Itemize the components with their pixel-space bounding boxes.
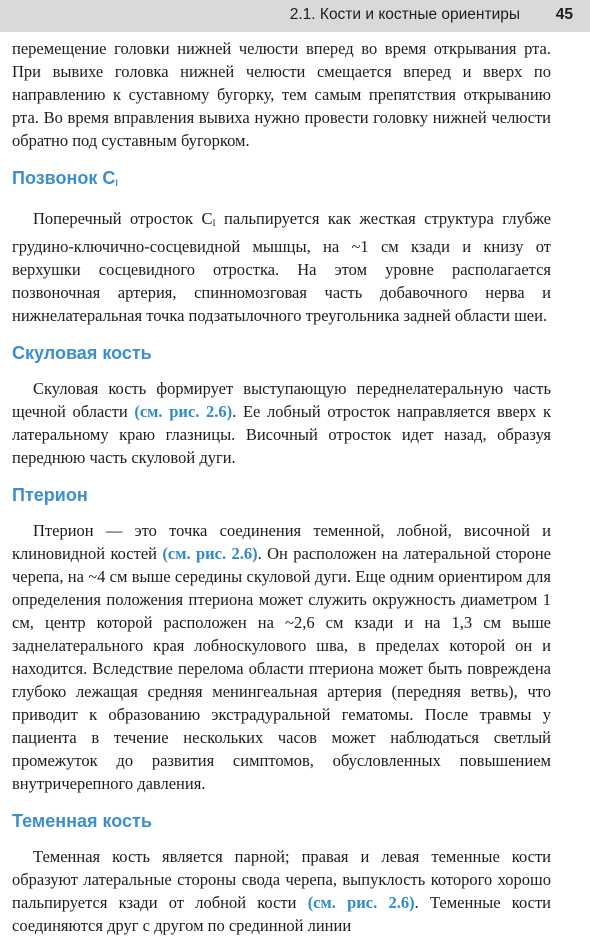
- heading-c1-text: Позвонок C: [12, 168, 116, 188]
- parietal-text-2: . Теменные кости соединяются друг с другом по срединной линии: [12, 893, 551, 935]
- page-number: 45: [555, 6, 573, 23]
- figure-reference-link[interactable]: (см. рис. 2.6): [162, 544, 258, 563]
- heading-c1-subscript: I: [115, 178, 118, 188]
- parietal-paragraph: [12, 845, 551, 937]
- figure-reference-link[interactable]: (см. рис. 2.6): [307, 893, 415, 912]
- pterion-paragraph: [12, 519, 551, 795]
- pterion-text-1: Птерион — это точка соединения теменной, лобной, височной и клиновидной костей: [12, 521, 551, 563]
- c1-subscript: I: [212, 218, 216, 228]
- heading-zygomatic-bone: Скуловая кость: [12, 343, 152, 363]
- figure-reference-link[interactable]: (см. рис. 2.6): [134, 402, 233, 421]
- pterion-text-2: . Он расположен на латеральной стороне черепа, на ~4 см выше середины скуловой дуги. Еще одним ориентиром для определения положения птериона может служить окружность диаметром 1 см, центр которой расположен на ~2,6 см кзади и на 1,3 см выше заднелатерального края лобноскулового шва, в пределах которой он и находится. Вследствие перелома области птериона может быть повреждена глубоко лежащая средняя менингеальная артерия (передняя ветвь), что приводит к образованию экстрадуральной гематомы. После травмы у пациента в течение нескольких часов может наблюдаться светлый промежуток до развития симптомов, обусловленных повышением внутричерепного давления.: [12, 544, 552, 793]
- c1-text-2: пальпируется как жесткая структура глубже грудино-ключично-сосцевидной мышцы, на ~1 см кзади и книзу от верхушки сосцевидного отростка. На этом уровне располагается позвоночная артерия, спинномозговая часть добавочного нерва и нижнелатеральная точка подзатылочного треугольника задней области шеи.: [12, 209, 551, 325]
- c1-paragraph: [12, 207, 551, 327]
- intro-paragraph: перемещение головки нижней челюсти вперед во время открывания рта. При вывихе головка нижней челюсти смещается вперед и вверх по направлению к суставному бугорку, тем самым препятствия открыванию рта. Во время вправления вывиха нужно провести головку нижней челюсти обратно под суставным бугорком.: [12, 39, 551, 150]
- heading-pterion: Птерион: [12, 485, 88, 505]
- heading-c1-vertebra: [12, 166, 551, 195]
- parietal-text-1: Теменная кость является парной; правая и левая теменные кости образуют латеральные стороны свода черепа, выпуклость которого хорошо пальпируется кзади от лобной кости: [12, 847, 551, 912]
- page-content: [12, 37, 551, 937]
- zygomatic-text-2: . Ее лобный отросток направляется вверх к латеральному краю глазницы. Височный отросток идет назад, образуя переднюю часть скуловой дуги.: [12, 402, 552, 467]
- heading-parietal-bone: Теменная кость: [12, 811, 152, 831]
- c1-text-1: Поперечный отросток C: [33, 209, 213, 228]
- running-header: [0, 0, 590, 32]
- zygomatic-text-1: Скуловая кость формирует выступающую переднелатеральную часть щечной области: [12, 379, 551, 421]
- header-section-title: 2.1. Кости и костные ориентиры: [289, 6, 520, 23]
- zygomatic-paragraph: [12, 377, 551, 469]
